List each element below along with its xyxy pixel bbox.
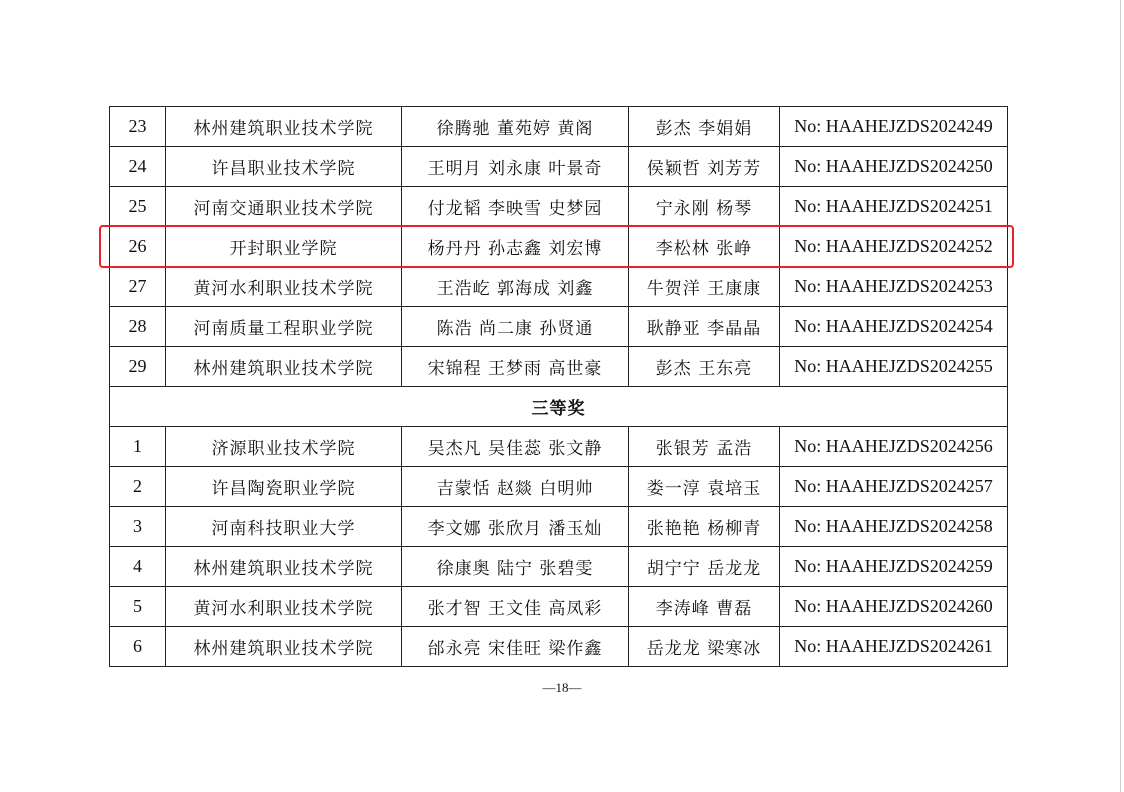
certificate-number: No: HAAHEJZDS2024255: [780, 347, 1008, 387]
row-number: 25: [110, 187, 166, 227]
row-number: 3: [110, 507, 166, 547]
school-name: 林州建筑职业技术学院: [166, 347, 402, 387]
student-names: 王明月 刘永康 叶景奇: [402, 147, 629, 187]
certificate-number: No: HAAHEJZDS2024249: [780, 107, 1008, 147]
teacher-names: 侯颖哲 刘芳芳: [629, 147, 780, 187]
student-names: 付龙韬 李映雪 史梦园: [402, 187, 629, 227]
student-names: 王浩屹 郭海成 刘鑫: [402, 267, 629, 307]
student-names: 吉蒙恬 赵燚 白明帅: [402, 467, 629, 507]
certificate-number: No: HAAHEJZDS2024250: [780, 147, 1008, 187]
certificate-number: No: HAAHEJZDS2024251: [780, 187, 1008, 227]
student-names: 邰永亮 宋佳旺 梁作鑫: [402, 627, 629, 667]
certificate-number: No: HAAHEJZDS2024256: [780, 427, 1008, 467]
teacher-names: 彭杰 王东亮: [629, 347, 780, 387]
teacher-names: 张银芳 孟浩: [629, 427, 780, 467]
school-name: 济源职业技术学院: [166, 427, 402, 467]
certificate-number: No: HAAHEJZDS2024254: [780, 307, 1008, 347]
section-header-row: [110, 387, 1008, 427]
table-row: [110, 627, 1008, 667]
student-names: 宋锦程 王梦雨 高世豪: [402, 347, 629, 387]
school-name: 许昌陶瓷职业学院: [166, 467, 402, 507]
certificate-number: No: HAAHEJZDS2024252: [780, 227, 1008, 267]
table-row: [110, 547, 1008, 587]
table-row: [110, 107, 1008, 147]
student-names: 李文娜 张欣月 潘玉灿: [402, 507, 629, 547]
section-title-third-prize: 三等奖: [110, 387, 1008, 427]
school-name: 黄河水利职业技术学院: [166, 587, 402, 627]
teacher-names: 岳龙龙 梁寒冰: [629, 627, 780, 667]
school-name: 林州建筑职业技术学院: [166, 627, 402, 667]
school-name: 林州建筑职业技术学院: [166, 107, 402, 147]
table-row: [110, 147, 1008, 187]
table-row: [110, 587, 1008, 627]
row-number: 28: [110, 307, 166, 347]
table-row: [110, 187, 1008, 227]
row-number: 5: [110, 587, 166, 627]
teacher-names: 张艳艳 杨柳青: [629, 507, 780, 547]
row-number: 24: [110, 147, 166, 187]
teacher-names: 李涛峰 曹磊: [629, 587, 780, 627]
row-number: 1: [110, 427, 166, 467]
school-name: 河南交通职业技术学院: [166, 187, 402, 227]
row-number: 29: [110, 347, 166, 387]
school-name: 河南科技职业大学: [166, 507, 402, 547]
teacher-names: 耿静亚 李晶晶: [629, 307, 780, 347]
certificate-number: No: HAAHEJZDS2024260: [780, 587, 1008, 627]
teacher-names: 胡宁宁 岳龙龙: [629, 547, 780, 587]
school-name: 许昌职业技术学院: [166, 147, 402, 187]
row-number: 4: [110, 547, 166, 587]
student-names: 陈浩 尚二康 孙贤通: [402, 307, 629, 347]
teacher-names: 娄一淳 袁培玉: [629, 467, 780, 507]
page-number: —18—: [542, 680, 582, 695]
certificate-number: No: HAAHEJZDS2024259: [780, 547, 1008, 587]
teacher-names: 彭杰 李娟娟: [629, 107, 780, 147]
school-name: 林州建筑职业技术学院: [166, 547, 402, 587]
row-number: 26: [110, 227, 166, 267]
table-row: [110, 507, 1008, 547]
student-names: 吴杰凡 吴佳蕊 张文静: [402, 427, 629, 467]
certificate-number: No: HAAHEJZDS2024253: [780, 267, 1008, 307]
certificate-number: No: HAAHEJZDS2024261: [780, 627, 1008, 667]
page-edge-line: [1120, 0, 1121, 792]
table-row-highlighted: [110, 227, 1008, 267]
certificate-number: No: HAAHEJZDS2024258: [780, 507, 1008, 547]
row-number: 6: [110, 627, 166, 667]
row-number: 2: [110, 467, 166, 507]
table-row: [110, 467, 1008, 507]
student-names: 杨丹丹 孙志鑫 刘宏博: [402, 227, 629, 267]
table-row: [110, 427, 1008, 467]
teacher-names: 牛贺洋 王康康: [629, 267, 780, 307]
row-number: 27: [110, 267, 166, 307]
table-row: [110, 307, 1008, 347]
student-names: 张才智 王文佳 高凤彩: [402, 587, 629, 627]
student-names: 徐康奥 陆宁 张碧雯: [402, 547, 629, 587]
teacher-names: 李松林 张峥: [629, 227, 780, 267]
school-name: 河南质量工程职业学院: [166, 307, 402, 347]
table-row: [110, 267, 1008, 307]
award-table: [109, 106, 1008, 667]
teacher-names: 宁永刚 杨琴: [629, 187, 780, 227]
certificate-number: No: HAAHEJZDS2024257: [780, 467, 1008, 507]
school-name: 黄河水利职业技术学院: [166, 267, 402, 307]
student-names: 徐腾驰 董苑婷 黄阁: [402, 107, 629, 147]
table-row: [110, 347, 1008, 387]
school-name: 开封职业学院: [166, 227, 402, 267]
row-number: 23: [110, 107, 166, 147]
